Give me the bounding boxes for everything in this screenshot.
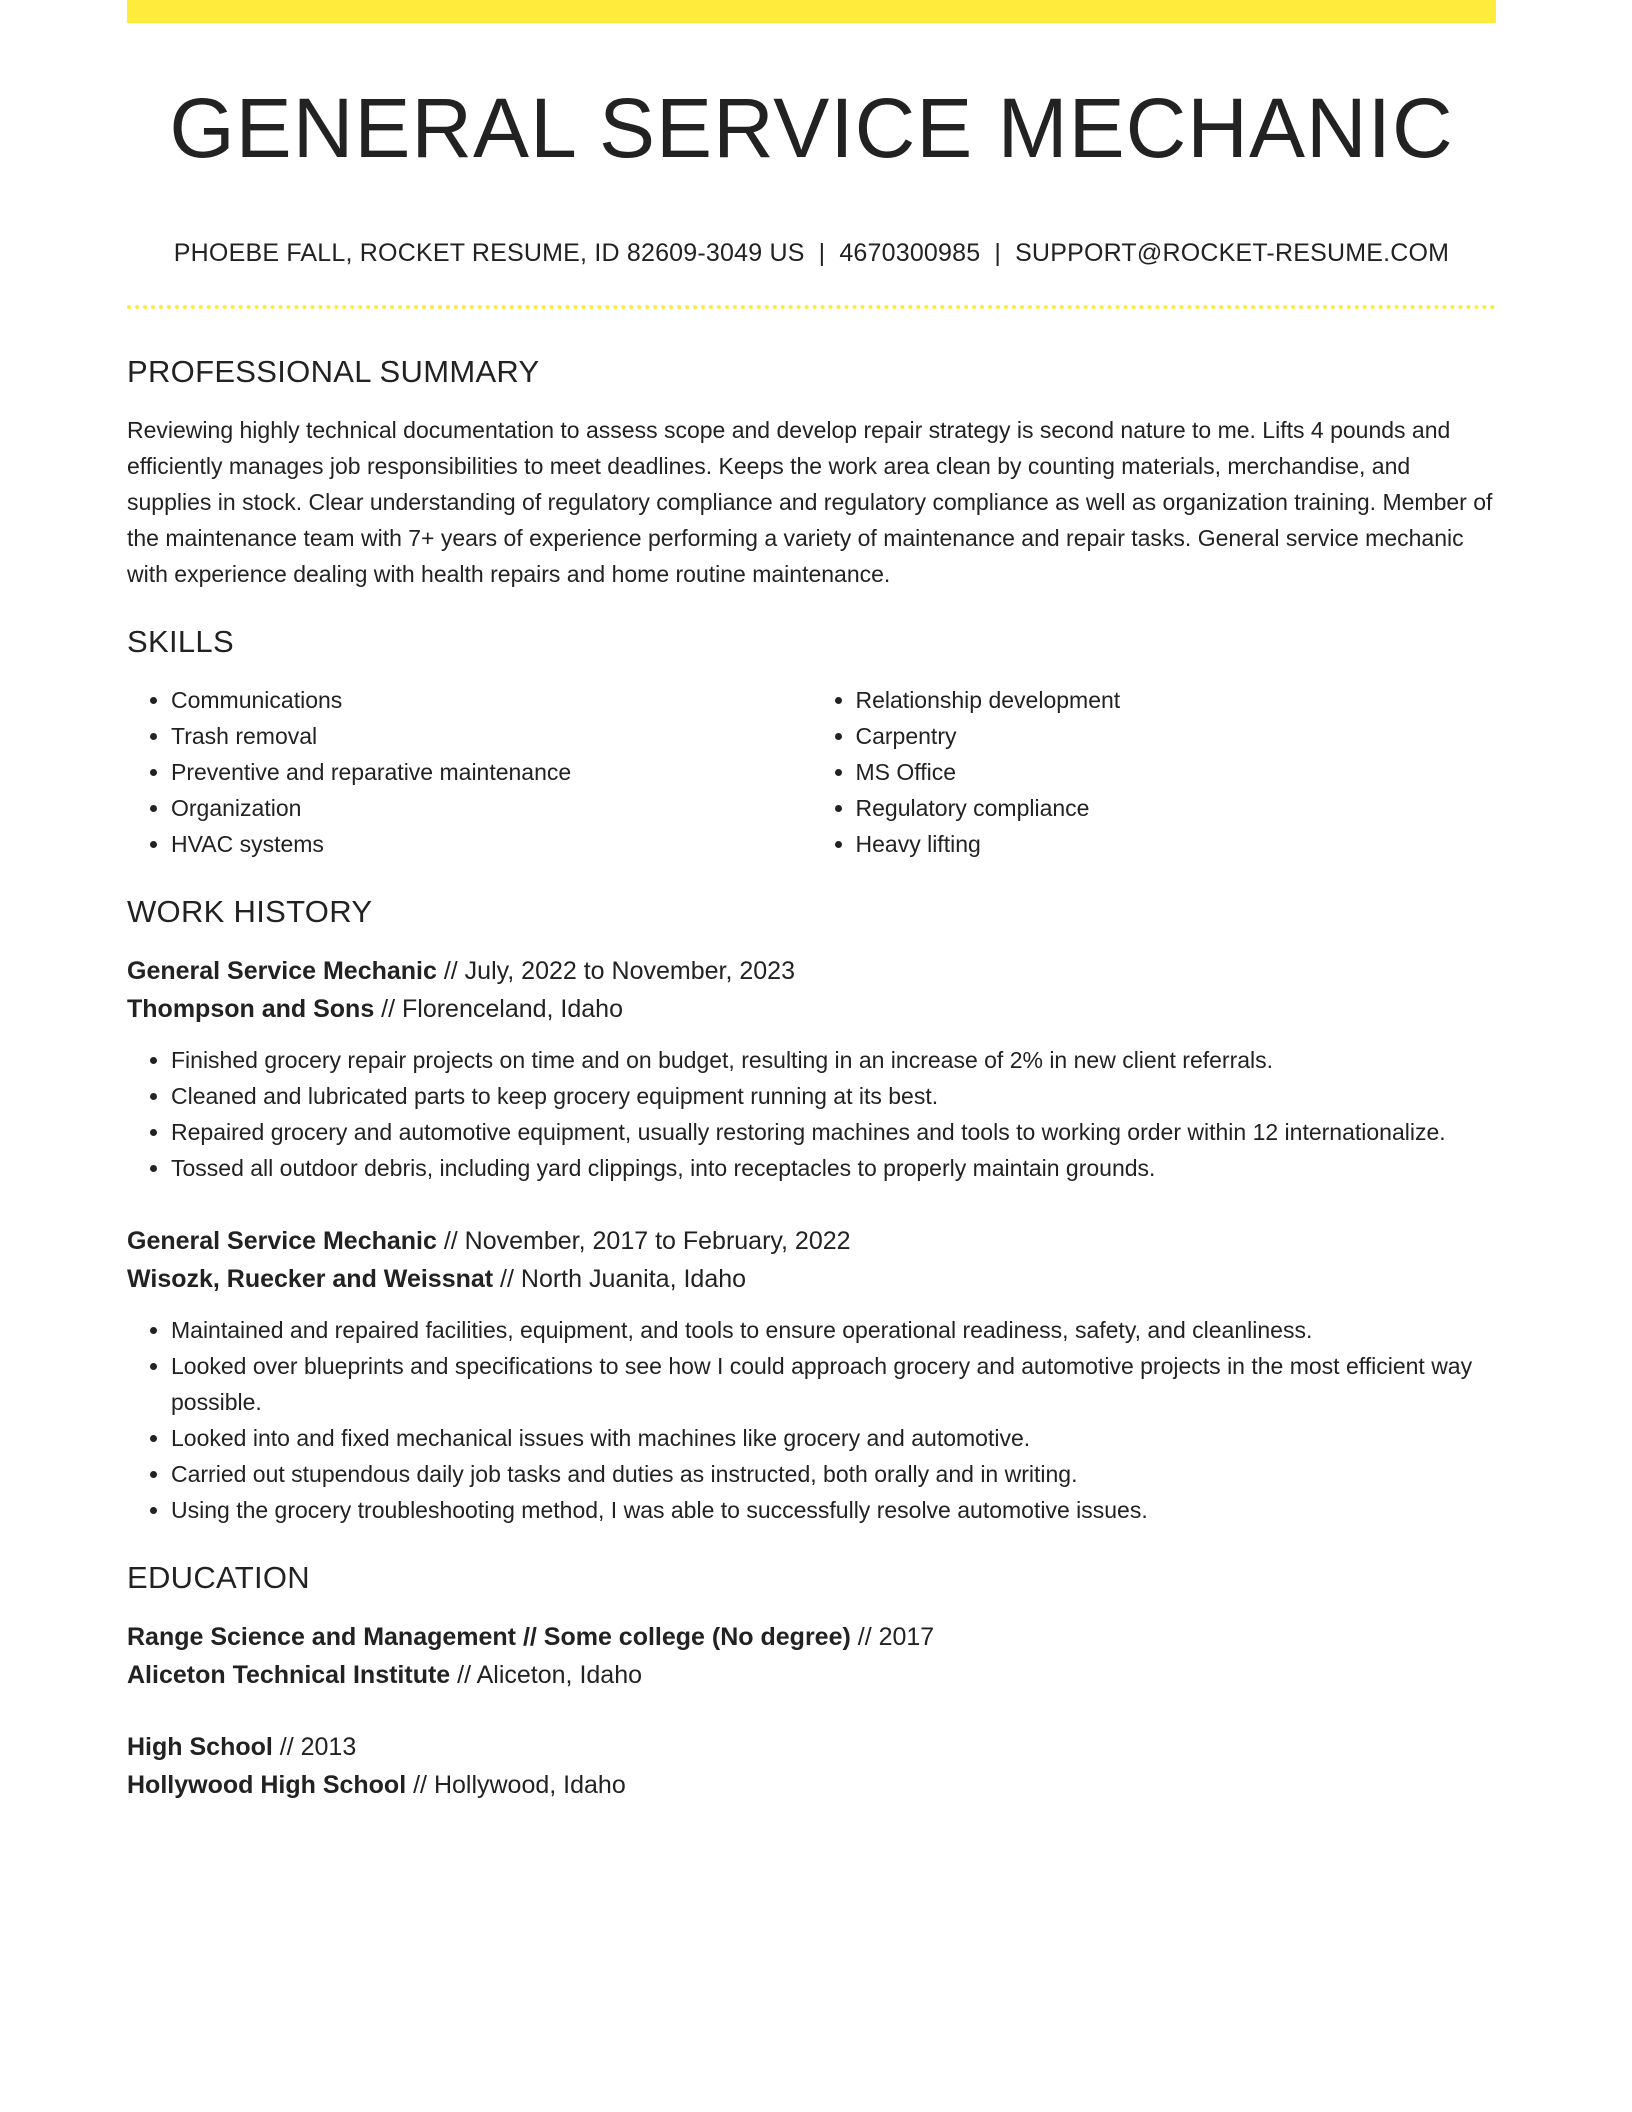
job-title-line bbox=[127, 1222, 1496, 1260]
job-location: // Florenceland, Idaho bbox=[374, 995, 623, 1023]
job-bullets bbox=[127, 1042, 1496, 1186]
summary-heading: PROFESSIONAL SUMMARY bbox=[127, 354, 540, 389]
skill-item: • MS Office bbox=[856, 754, 1497, 790]
job-bullet: • Finished grocery repair projects on time and on budget, resulting in an increase of 2% in new client referrals. bbox=[171, 1042, 1496, 1078]
top-accent-bar bbox=[127, 0, 1496, 23]
summary-text: Reviewing highly technical documentation to assess scope and develop repair strategy is second nature to me. Lifts 4 pounds and efficiently manages job responsibilities to meet deadlines. Keeps the work area clean by counting materials, merchandise, and supplies in stock. Clear understanding of regulatory compliance and regulatory compliance as well as organization training. Member of the maintenance team with 7+ years of experience performing a variety of maintenance and repair tasks. General service mechanic with experience dealing with health repairs and home routine maintenance. bbox=[127, 417, 1493, 587]
skill-item: • Organization bbox=[171, 790, 812, 826]
skill-item: • Communications bbox=[171, 682, 812, 718]
job-bullet: • Cleaned and lubricated parts to keep grocery equipment running at its best. bbox=[171, 1078, 1496, 1114]
skill-item: • Carpentry bbox=[856, 718, 1497, 754]
job-title: General Service Mechanic bbox=[127, 957, 437, 985]
education-school-line bbox=[127, 1656, 1496, 1694]
education-degree-line bbox=[127, 1728, 1496, 1766]
contact-line bbox=[127, 236, 1496, 270]
job-title-line bbox=[127, 952, 1496, 990]
education-school-line bbox=[127, 1766, 1496, 1804]
job-bullets bbox=[127, 1312, 1496, 1528]
job-title: General Service Mechanic bbox=[127, 1227, 437, 1255]
resume-content bbox=[127, 352, 1496, 1804]
job-bullet: • Looked into and fixed mechanical issues with machines like grocery and automotive. bbox=[171, 1420, 1496, 1456]
contact-address: PHOEBE FALL, ROCKET RESUME, ID 82609-3049 US bbox=[173, 239, 805, 267]
contact-separator: | bbox=[818, 239, 826, 267]
education-location: // Aliceton, Idaho bbox=[450, 1661, 642, 1689]
skills-section bbox=[127, 622, 1496, 862]
skill-item: • Preventive and reparative maintenance bbox=[171, 754, 812, 790]
resume-title: GENERAL SERVICE MECHANIC bbox=[169, 81, 1454, 175]
job-company: Wisozk, Ruecker and Weissnat bbox=[127, 1265, 494, 1293]
education-school: Hollywood High School bbox=[127, 1771, 407, 1799]
job-bullet: • Tossed all outdoor debris, including yard clippings, into receptacles to properly maintain grounds. bbox=[171, 1150, 1496, 1186]
work-history-section bbox=[127, 892, 1496, 1528]
job-entry bbox=[127, 1222, 1496, 1528]
contact-email: SUPPORT@ROCKET-RESUME.COM bbox=[1015, 239, 1450, 267]
job-company-line bbox=[127, 990, 1496, 1028]
job-location: // North Juanita, Idaho bbox=[493, 1265, 747, 1293]
job-bullet: • Carried out stupendous daily job tasks and duties as instructed, both orally and in writing. bbox=[171, 1456, 1496, 1492]
skills-list-left bbox=[127, 682, 812, 862]
education-year: // 2013 bbox=[272, 1733, 357, 1761]
education-year: // 2017 bbox=[850, 1623, 935, 1651]
education-degree: Range Science and Management // Some college (No degree) bbox=[127, 1623, 851, 1651]
skill-item: • Relationship development bbox=[856, 682, 1497, 718]
job-bullet: • Repaired grocery and automotive equipment, usually restoring machines and tools to working order within 12 internationalize. bbox=[171, 1114, 1496, 1150]
education-heading: EDUCATION bbox=[127, 1560, 310, 1595]
work-history-heading: WORK HISTORY bbox=[127, 894, 373, 929]
contact-phone: 4670300985 bbox=[839, 239, 981, 267]
skills-heading: SKILLS bbox=[127, 624, 234, 659]
education-entry bbox=[127, 1618, 1496, 1694]
skills-columns bbox=[127, 682, 1496, 862]
skill-item: • Regulatory compliance bbox=[856, 790, 1497, 826]
job-dates: // July, 2022 to November, 2023 bbox=[436, 957, 795, 985]
skill-item: • HVAC systems bbox=[171, 826, 812, 862]
education-school: Aliceton Technical Institute bbox=[127, 1661, 451, 1689]
job-bullet: • Using the grocery troubleshooting method, I was able to successfully resolve automotive issues. bbox=[171, 1492, 1496, 1528]
skills-list-right bbox=[812, 682, 1497, 862]
education-degree: High School bbox=[127, 1733, 273, 1761]
job-dates: // November, 2017 to February, 2022 bbox=[436, 1227, 851, 1255]
education-section bbox=[127, 1558, 1496, 1804]
skill-item: • Trash removal bbox=[171, 718, 812, 754]
dotted-divider bbox=[127, 305, 1496, 309]
job-company: Thompson and Sons bbox=[127, 995, 375, 1023]
job-bullet: • Maintained and repaired facilities, equipment, and tools to ensure operational readiness, safety, and cleanliness. bbox=[171, 1312, 1496, 1348]
summary-section bbox=[127, 352, 1496, 592]
education-degree-line bbox=[127, 1618, 1496, 1656]
job-company-line bbox=[127, 1260, 1496, 1298]
education-entry bbox=[127, 1728, 1496, 1804]
education-location: // Hollywood, Idaho bbox=[406, 1771, 626, 1799]
contact-separator: | bbox=[994, 239, 1002, 267]
skill-item: • Heavy lifting bbox=[856, 826, 1497, 862]
job-entry bbox=[127, 952, 1496, 1186]
job-bullet: • Looked over blueprints and specifications to see how I could approach grocery and automotive projects in the most efficient way possible. bbox=[171, 1348, 1496, 1420]
